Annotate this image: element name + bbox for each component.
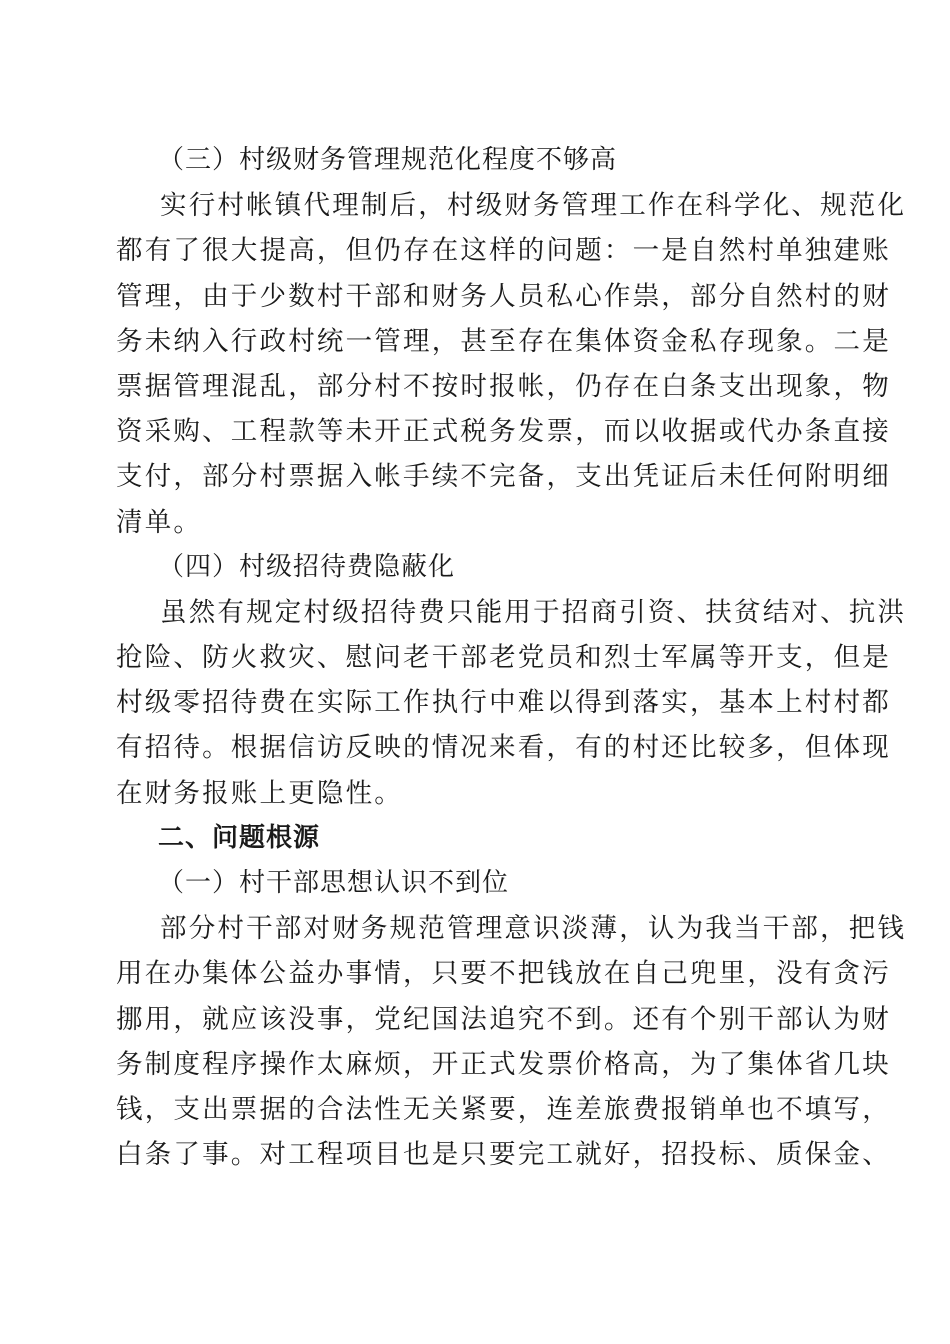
paragraph-line: 虽然有规定村级招待费只能用于招商引资、扶贫结对、抗洪 <box>160 596 907 628</box>
paragraph-line: 抢险、防火救灾、慰问老干部老党员和烈士军属等开支，但是 <box>116 642 891 674</box>
paragraph-line: 在财务报账上更隐性。 <box>116 777 403 809</box>
section-heading-4: （四）村级招待费隐蔽化 <box>158 551 456 582</box>
paragraph-line: 务未纳入行政村统一管理，甚至存在集体资金私存现象。二是 <box>116 325 891 357</box>
paragraph-line: 资采购、工程款等未开正式税务发票，而以收据或代办条直接 <box>116 416 891 448</box>
paragraph-line: 部分村干部对财务规范管理意识淡薄，认为我当干部，把钱 <box>160 913 907 945</box>
paragraph-line: 务制度程序操作太麻烦，开正式发票价格高，为了集体省几块 <box>116 1048 891 1080</box>
paragraph-line: 白条了事。对工程项目也是只要完工就好，招投标、质保金、 <box>116 1139 891 1171</box>
section-heading-3: （三）村级财务管理规范化程度不够高 <box>158 145 618 175</box>
paragraph-line: 用在办集体公益办事情，只要不把钱放在自己兜里，没有贪污 <box>116 958 891 990</box>
paragraph-line: 支付，部分村票据入帐手续不完备，支出凭证后未任何附明细 <box>116 461 891 493</box>
part-heading-2: 二、问题根源 <box>158 822 321 853</box>
paragraph-line: 都有了很大提高，但仍存在这样的问题：一是自然村单独建账 <box>116 235 891 267</box>
paragraph-line: 钱，支出票据的合法性无关紧要，连差旅费报销单也不填写， <box>116 1093 891 1125</box>
paragraph-line: 实行村帐镇代理制后，村级财务管理工作在科学化、规范化 <box>160 190 907 222</box>
section-heading-2-1: （一）村干部思想认识不到位 <box>158 868 510 898</box>
paragraph-line: 村级零招待费在实际工作执行中难以得到落实，基本上村村都 <box>116 687 891 719</box>
document-body <box>116 138 907 1177</box>
paragraph-line: 票据管理混乱，部分村不按时报帐，仍存在白条支出现象，物 <box>116 370 891 402</box>
paragraph-line: 有招待。根据信访反映的情况来看，有的村还比较多，但体现 <box>116 732 891 764</box>
paragraph-line: 清单。 <box>116 506 203 538</box>
paragraph-line: 挪用，就应该没事，党纪国法追究不到。还有个别干部认为财 <box>116 1003 891 1035</box>
paragraph-line: 管理，由于少数村干部和财务人员私心作祟，部分自然村的财 <box>116 280 891 312</box>
